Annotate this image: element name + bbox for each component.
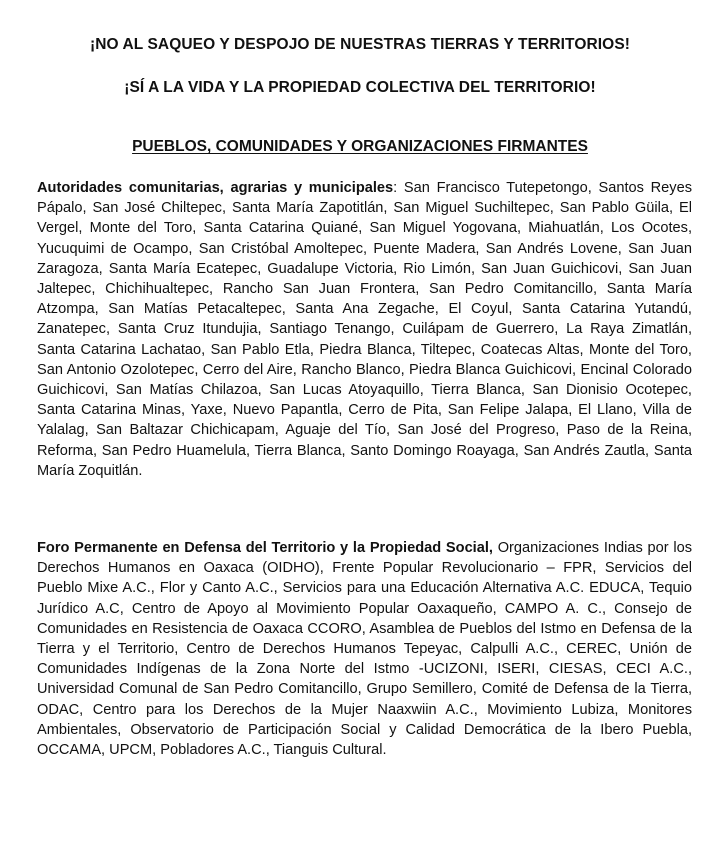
headline-no-al-saqueo: ¡NO AL SAQUEO Y DESPOJO DE NUESTRAS TIERRAS Y TERRITORIOS! [89, 36, 631, 53]
headline-si-a-la-vida: ¡SÍ A LA VIDA Y LA PROPIEDAD COLECTIVA DEL TERRITORIO! [124, 79, 596, 96]
paragraph-organizaciones-lead: Foro Permanente en Defensa del Territorio y la Propiedad Social, [37, 540, 493, 556]
paragraph-autoridades-lead: Autoridades comunitarias, agrarias y municipales [37, 180, 394, 196]
paragraph-autoridades-text: : San Francisco Tutepetongo, Santos Reyes Pápalo, San José Chiltepec, Santa María Zapotitlán, San Miguel Suchiltepec, San Pablo Güila, El Vergel, Monte del Toro, Santa Catarina Quiané, San Miguel Yogovana, Miahuatlán, Los Ocotes, Yucuquimi de Ocampo, San Cristóbal Amoltepec, Puente Madera, San Andrés Lovene, San Juan Zaragoza, Santa María Ecatepec, Guadalupe Victoria, Rio Limón, San Juan Guichicovi, San Juan Jaltepec, Chichihualtepec, Rancho San Juan Frontera, San Pedro Comitancillo, Santa María Atzompa, San Matías Petacaltepec, Santa Ana Zegache, El Coyul, Santa Catarina Yutandú, Zanatepec, Santa Cruz Itundujia, Santiago Tenango, Cuilápam de Guerrero, La Raya Zimatlán, Santa Catarina Lachatao, San Pablo Etla, Piedra Blanca, Tiltepec, Coatecas Altas, Monte del Toro, San Antonio Ozolotepec, Cerro del Aire, Rancho Blanco, Piedra Blanca Guichicovi, Encinal Colorado Guichicovi, San Matías Chilazoa, San Lucas Atoyaquillo, Tierra Blanca, San Dionisio Ocotepec, Santa Catarina Minas, Yaxe, Nuevo Papantla, Cerro de Pita, San Felipe Jalapa, El Llano, Villa de Yalalag, San Baltazar Chichicapam, Aguaje del Tío, San José del Progreso, Paso de la Reina, Reforma, San Pedro Huamelula, Tierra Blanca, Santo Domingo Roayaga, San Andrés Zautla, Santa María Zoquitlán. [37, 180, 692, 479]
section-title-text: PUEBLOS, COMUNIDADES Y ORGANIZACIONES FIRMANTES [132, 138, 588, 155]
paragraph-organizaciones [37, 538, 692, 760]
paragraph-organizaciones-text: Organizaciones Indias por los Derechos Humanos en Oaxaca (OIDHO), Frente Popular Revolucionario – FPR, Servicios del Pueblo Mixe A.C., Flor y Canto A.C., Servicios para una Educación Alternativa A.C. EDUCA, Tequio Jurídico A.C, Centro de Apoyo al Movimiento Popular Oaxaqueño, CAMPO A. C., Consejo de Comunidades en Resistencia de Oaxaca CCORO, Asamblea de Pueblos del Istmo en Defensa de la Tierra y el Territorio, Centro de Derechos Humanos Tepeyac, Calpulli A.C., CEREC, Unión de Comunidades Indígenas de la Zona Norte del Istmo -UCIZONI, ISERI, CIESAS, CECI A.C., Universidad Comunal de San Pedro Comitancillo, Grupo Semillero, Comité de Defensa de la Tierra, ODAC, Centro para los Derechos de la Mujer Naaxwiin A.C., Movimiento Lubiza, Monitores Ambientales, Observatorio de Participación Social y Calidad Democrática de la Ibero Puebla, OCCAMA, UPCM, Pobladores A.C., Tianguis Cultural. [37, 540, 693, 759]
paragraph-autoridades [37, 178, 692, 481]
section-title [0, 138, 720, 156]
